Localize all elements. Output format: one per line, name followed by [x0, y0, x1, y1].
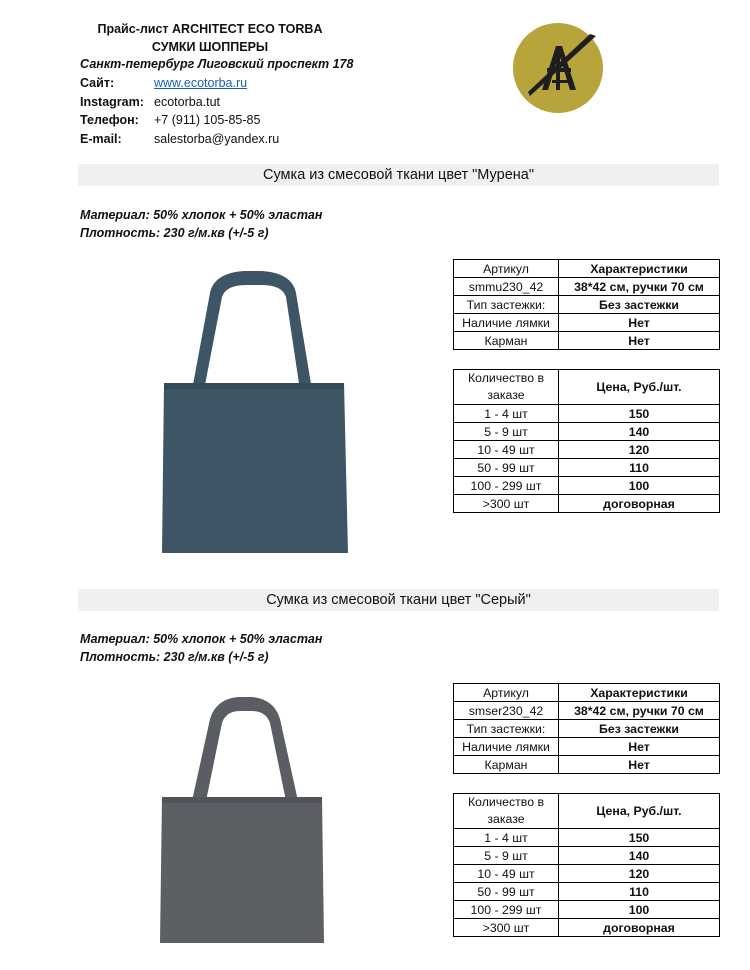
table-cell: 120 [559, 865, 720, 883]
table-cell: Тип застежки: [454, 720, 559, 738]
email-label: E-mail: [80, 132, 122, 146]
material-grey: Материал: 50% хлопок + 50% эластан [80, 632, 323, 646]
table-cell: договорная [559, 495, 720, 513]
table-cell: Характеристики [559, 684, 720, 702]
product-title-murena: Сумка из смесовой ткани цвет "Мурена" [78, 164, 719, 186]
material-murena: Материал: 50% хлопок + 50% эластан [80, 208, 323, 222]
table-row [454, 738, 720, 756]
table-cell: 100 - 299 шт [454, 477, 559, 495]
table-cell: 150 [559, 829, 720, 847]
table-cell: 1 - 4 шт [454, 829, 559, 847]
instagram-label: Instagram: [80, 95, 144, 109]
table-row [454, 314, 720, 332]
table-cell: Нет [559, 314, 720, 332]
table-cell: 110 [559, 459, 720, 477]
table-cell: Нет [559, 738, 720, 756]
address: Санкт-петербург Лиговский проспект 178 [80, 57, 354, 71]
table-row [454, 332, 720, 350]
table-cell: Наличие лямки [454, 314, 559, 332]
table-cell: Цена, Руб./шт. [559, 370, 720, 405]
price-list-subtitle: СУМКИ ШОППЕРЫ [151, 40, 269, 54]
table-row [454, 720, 720, 738]
table-cell: 5 - 9 шт [454, 847, 559, 865]
table-cell: 140 [559, 423, 720, 441]
table-cell: smmu230_42 [454, 278, 559, 296]
table-row [454, 296, 720, 314]
table-cell: 50 - 99 шт [454, 459, 559, 477]
table-row [454, 260, 720, 278]
table-row [454, 883, 720, 901]
table-row [454, 278, 720, 296]
table-cell: 150 [559, 405, 720, 423]
table-cell: 100 [559, 901, 720, 919]
table-cell: Карман [454, 756, 559, 774]
table-row [454, 684, 720, 702]
table-cell: >300 шт [454, 495, 559, 513]
product-title-grey: Сумка из смесовой ткани цвет "Серый" [78, 589, 719, 611]
phone-value: +7 (911) 105-85-85 [154, 113, 261, 127]
bag-image-grey [160, 693, 326, 945]
table-cell: >300 шт [454, 919, 559, 937]
table-cell: Без застежки [559, 720, 720, 738]
brand-logo-icon [512, 22, 604, 114]
density-murena: Плотность: 230 г/м.кв (+/-5 г) [80, 226, 269, 240]
table-cell: 1 - 4 шт [454, 405, 559, 423]
table-row [454, 702, 720, 720]
table-cell: Нет [559, 756, 720, 774]
table-row [454, 829, 720, 847]
table-row [454, 477, 720, 495]
table-row [454, 901, 720, 919]
table-cell: 50 - 99 шт [454, 883, 559, 901]
price-table-murena [453, 369, 720, 513]
density-grey: Плотность: 230 г/м.кв (+/-5 г) [80, 650, 269, 664]
table-cell: Наличие лямки [454, 738, 559, 756]
price-table-grey [453, 793, 720, 937]
table-row [454, 370, 720, 405]
specs-table-grey [453, 683, 720, 774]
phone-label: Телефон: [80, 113, 139, 127]
table-row [454, 865, 720, 883]
table-cell: Количество в заказе [454, 794, 559, 829]
table-cell: Артикул [454, 684, 559, 702]
table-cell: 140 [559, 847, 720, 865]
table-cell: Карман [454, 332, 559, 350]
table-cell: 10 - 49 шт [454, 865, 559, 883]
table-cell: 110 [559, 883, 720, 901]
site-link[interactable]: www.ecotorba.ru [154, 76, 248, 90]
table-row [454, 847, 720, 865]
specs-table-murena [453, 259, 720, 350]
price-list-title: Прайс-лист ARCHITECT ECO TORBA [97, 22, 323, 36]
email-value: salestorba@yandex.ru [154, 132, 280, 146]
table-cell: Нет [559, 332, 720, 350]
table-cell: 10 - 49 шт [454, 441, 559, 459]
table-cell: Тип застежки: [454, 296, 559, 314]
table-row [454, 405, 720, 423]
table-cell: 100 - 299 шт [454, 901, 559, 919]
table-cell: Без застежки [559, 296, 720, 314]
table-cell: 120 [559, 441, 720, 459]
table-cell: 5 - 9 шт [454, 423, 559, 441]
table-cell: smser230_42 [454, 702, 559, 720]
site-label: Сайт: [80, 76, 115, 90]
instagram-value: ecotorba.tut [154, 95, 221, 109]
table-cell: Количество в заказе [454, 370, 559, 405]
table-row [454, 423, 720, 441]
table-row [454, 441, 720, 459]
table-row [454, 919, 720, 937]
table-cell: Цена, Руб./шт. [559, 794, 720, 829]
table-cell: Артикул [454, 260, 559, 278]
table-row [454, 495, 720, 513]
table-row [454, 756, 720, 774]
table-cell: 100 [559, 477, 720, 495]
bag-image-murena [158, 265, 350, 557]
table-cell: договорная [559, 919, 720, 937]
table-cell: 38*42 см, ручки 70 см [559, 702, 720, 720]
table-row [454, 459, 720, 477]
table-cell: 38*42 см, ручки 70 см [559, 278, 720, 296]
table-row [454, 794, 720, 829]
table-cell: Характеристики [559, 260, 720, 278]
